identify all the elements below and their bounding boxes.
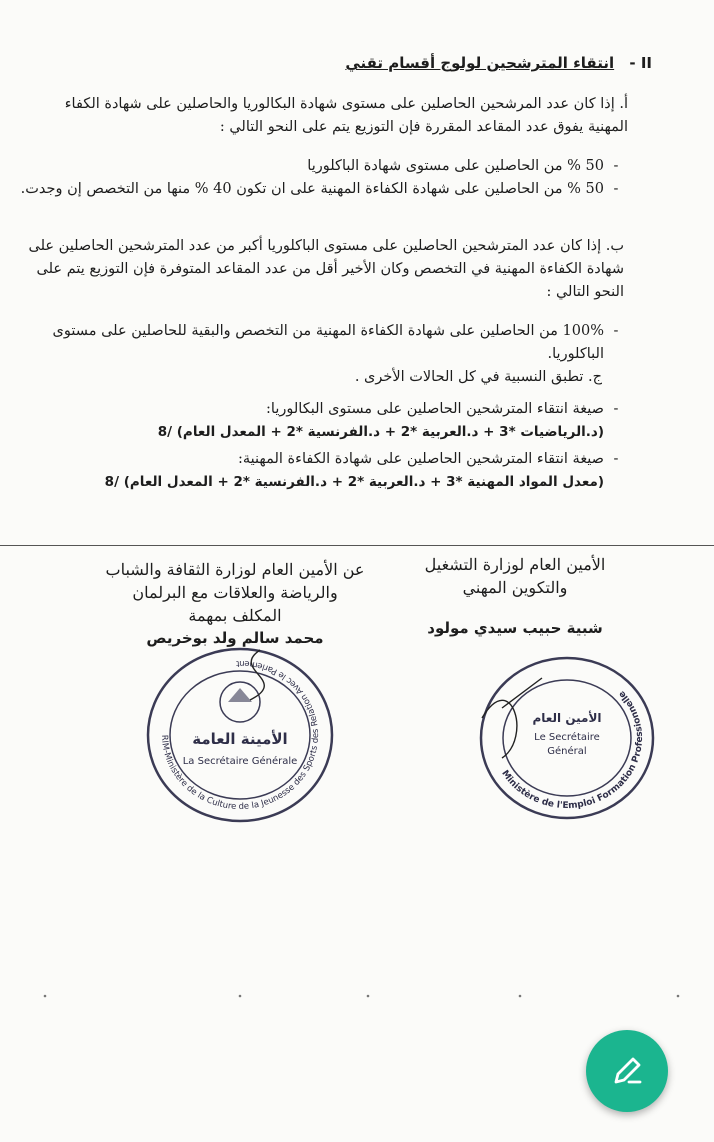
seal-right-line3: Général [547, 746, 587, 757]
page-speckles [0, 994, 714, 998]
signatory-name: شبية حبيب سيدي مولود [427, 619, 603, 637]
section-heading [52, 54, 652, 72]
signature-title-line: المكلف بمهمة [188, 606, 282, 625]
signature-title-line: والتكوين المهني [462, 578, 568, 597]
edit-fab-button[interactable] [586, 1030, 668, 1112]
list-item: - 100% من الحاصلين على شهادة الكفاءة المهنية من التخصص والبقية للحاصلين على مستوى الباكلوريا. [8, 320, 628, 366]
signatory-name: محمد سالم ولد بوخريص [146, 629, 324, 647]
paragraph-j: ج. تطبق النسبية في كل الحالات الأخرى . [354, 369, 602, 385]
list-item: - 50 % من الحاصلين على شهادة الكفاءة المهنية على ان تكون 40 % منها من التخصص إن وجدت. [8, 178, 628, 201]
seal-right-ring: Ministère de l'Emploi Formation Professionnelle [499, 688, 646, 812]
pencil-icon [607, 1051, 647, 1091]
section-title: انتقاء المترشحين لولوج أقسام تقني [345, 54, 615, 72]
seal-left-ring: RIM-Ministère de la Culture de la Jeunesse des Sports des Relation Avec le Parlement [158, 657, 322, 813]
formula-cap-label: صيغة انتقاء المترشحين الحاصلين على شهادة الكفاءة المهنية: [238, 451, 604, 467]
distribution-list-a [8, 155, 628, 201]
formula-bac-label: صيغة انتقاء المترشحين الحاصلين على مستوى البكالوريا: [266, 401, 604, 417]
list-item-text: 50 % من الحاصلين على مستوى شهادة الباكلوريا [307, 158, 604, 174]
signature-block-left [90, 558, 380, 650]
signature-title-line: والرياضة والعلاقات مع البرلمان [132, 583, 338, 602]
divider [0, 545, 714, 546]
formula-cap-expression: (معدل المواد المهنية *3 + د.العربية *2 + د.الفرنسية *2 + المعدل العام) /8 [104, 474, 604, 490]
ministry-employment-seal [472, 648, 662, 828]
paragraph-b: ب. إذا كان عدد المترشحين الحاصلين على مستوى الباكلوريا أكبر من عدد المترشحين الحاصلين على شهادة الكفاءة المهنية في التخصص وكان الأخير أقل من عدد المقاعد المتوفرة فإن التوزيع يتم على النحو التالي : [28, 238, 624, 300]
seal-right-line1: الأمين العام [532, 711, 602, 725]
signature-title-line: الأمين العام لوزارة التشغيل [424, 555, 606, 574]
section-number: II - [629, 54, 652, 72]
seal-right-line2: Le Secrétaire [534, 732, 600, 743]
distribution-list-b [8, 320, 628, 366]
formula-bac-expression: (د.الرياضيات *3 + د.العربية *2 + د.الفرنسية *2 + المعدل العام) /8 [157, 424, 604, 440]
list-item: - 50 % من الحاصلين على مستوى شهادة الباكلوريا [8, 155, 628, 178]
list-item-text: 100% من الحاصلين على شهادة الكفاءة المهنية من التخصص والبقية للحاصلين على مستوى الباكلوريا. [52, 323, 604, 362]
formula-cap: - صيغة انتقاء المترشحين الحاصلين على شهادة الكفاءة المهنية: (معدل المواد المهنية *3 + د.العربية *2 + د.الفرنسية *2 + المعدل العام) /8 [8, 448, 628, 494]
signature-block-right [410, 553, 620, 640]
list-item-text: 50 % من الحاصلين على شهادة الكفاءة المهنية على ان تكون 40 % منها من التخصص إن وجدت. [20, 181, 604, 197]
signature-title-line: عن الأمين العام لوزارة الثقافة والشباب [105, 560, 365, 579]
seal-left-french: La Secrétaire Générale [182, 756, 298, 767]
paragraph-a: أ. إذا كان عدد المرشحين الحاصلين على مستوى شهادة البكالوريا والحاصلين على شهادة الكفاء المهنية يفوق عدد المقاعد المقررة فإن التوزيع يتم على النحو التالي : [64, 96, 628, 135]
formula-bac: - صيغة انتقاء المترشحين الحاصلين على مستوى البكالوريا: (د.الرياضيات *3 + د.العربية *2 + د.الفرنسية *2 + المعدل العام) /8 [8, 398, 628, 444]
ministry-culture-seal [140, 640, 340, 830]
seal-left-arabic: الأمينة العامة [192, 730, 288, 748]
